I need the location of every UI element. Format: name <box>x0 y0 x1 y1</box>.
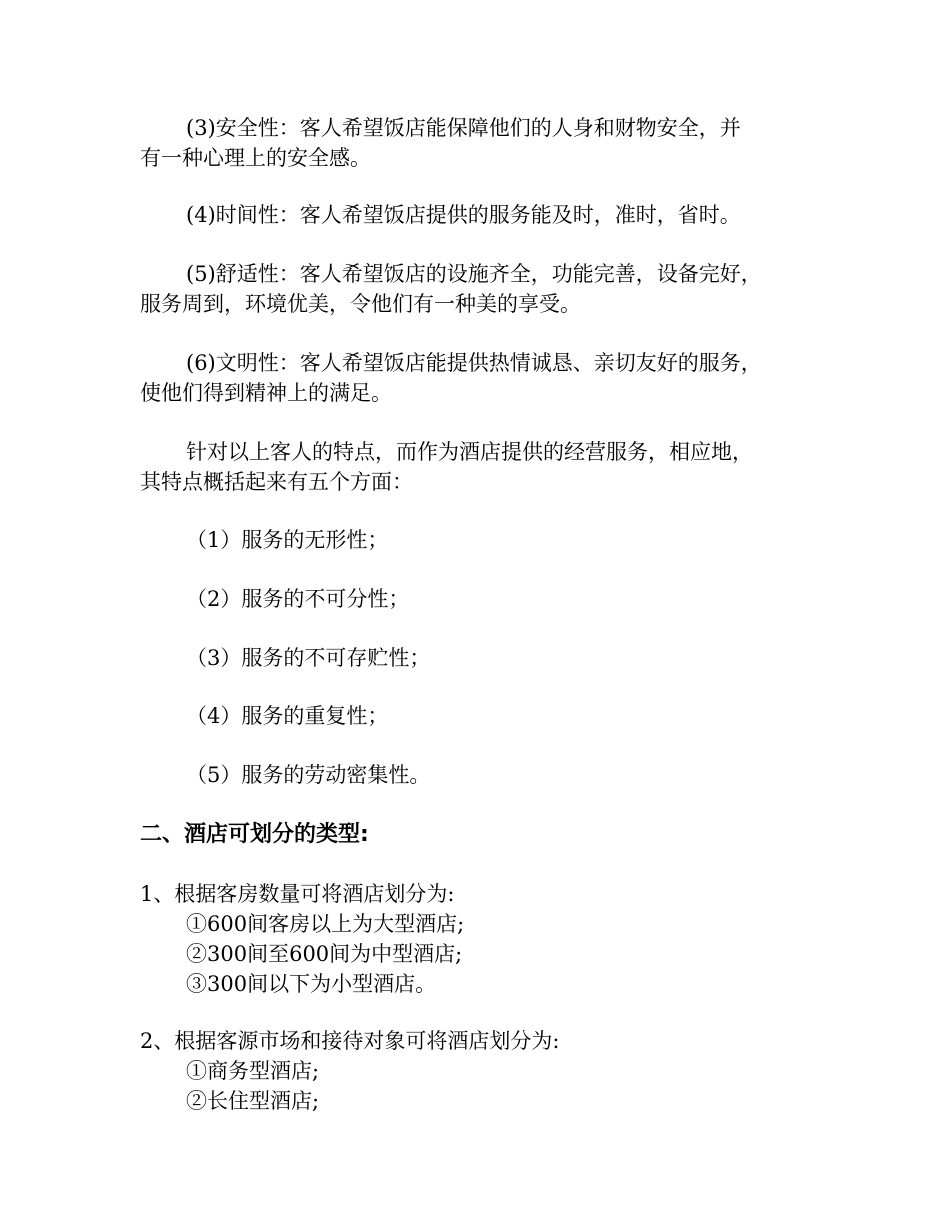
service-trait-item: （4）服务的重复性； <box>186 704 389 728</box>
classification-title: 2、根据客源市场和接待对象可将酒店划分为: <box>140 1029 560 1053</box>
paragraph-line: 使他们得到精神上的满足。 <box>140 381 392 405</box>
classification-item: ①商务型酒店; <box>186 1059 320 1083</box>
paragraph-line: 有一种心理上的安全感。 <box>140 146 371 170</box>
classification-by-market <box>140 1026 559 1116</box>
classification-item: ②长住型酒店; <box>186 1089 320 1113</box>
paragraph-line: (3)安全性：客人希望饭店能保障他们的人身和财物安全，并 <box>186 116 741 140</box>
paragraph-line: 其特点概括起来有五个方面： <box>140 470 413 494</box>
paragraph-line: (4)时间性：客人希望饭店提供的服务能及时，准时，省时。 <box>186 203 741 227</box>
paragraph-line: 服务周到，环境优美，令他们有一种美的享受。 <box>140 292 581 316</box>
section-heading: 二、酒店可划分的类型: <box>140 822 369 847</box>
classification-title: 1、根据客房数量可将酒店划分为: <box>140 882 455 906</box>
service-trait-item: （2）服务的不可分性； <box>186 587 410 611</box>
classification-item: ③300间以下为小型酒店。 <box>186 972 437 996</box>
paragraph-timeliness <box>140 200 810 230</box>
paragraph-safety <box>140 113 810 173</box>
paragraph-line: (5)舒适性：客人希望饭店的设施齐全，功能完善，设备完好， <box>186 262 762 286</box>
paragraph-line: 针对以上客人的特点，而作为酒店提供的经营服务，相应地， <box>186 440 753 464</box>
service-trait-item: （1）服务的无形性； <box>186 528 389 552</box>
service-trait-item: （3）服务的不可存贮性； <box>186 646 431 670</box>
classification-by-room-count <box>140 879 464 999</box>
classification-item: ①600间客房以上为大型酒店; <box>186 912 465 936</box>
paragraph-civility <box>140 348 810 408</box>
paragraph-summary <box>140 437 810 497</box>
service-trait-item: （5）服务的劳动密集性。 <box>186 763 431 787</box>
paragraph-line: (6)文明性：客人希望饭店能提供热情诚恳、亲切友好的服务， <box>186 351 762 375</box>
paragraph-comfort <box>140 259 810 319</box>
classification-item: ②300间至600间为中型酒店; <box>186 942 463 966</box>
